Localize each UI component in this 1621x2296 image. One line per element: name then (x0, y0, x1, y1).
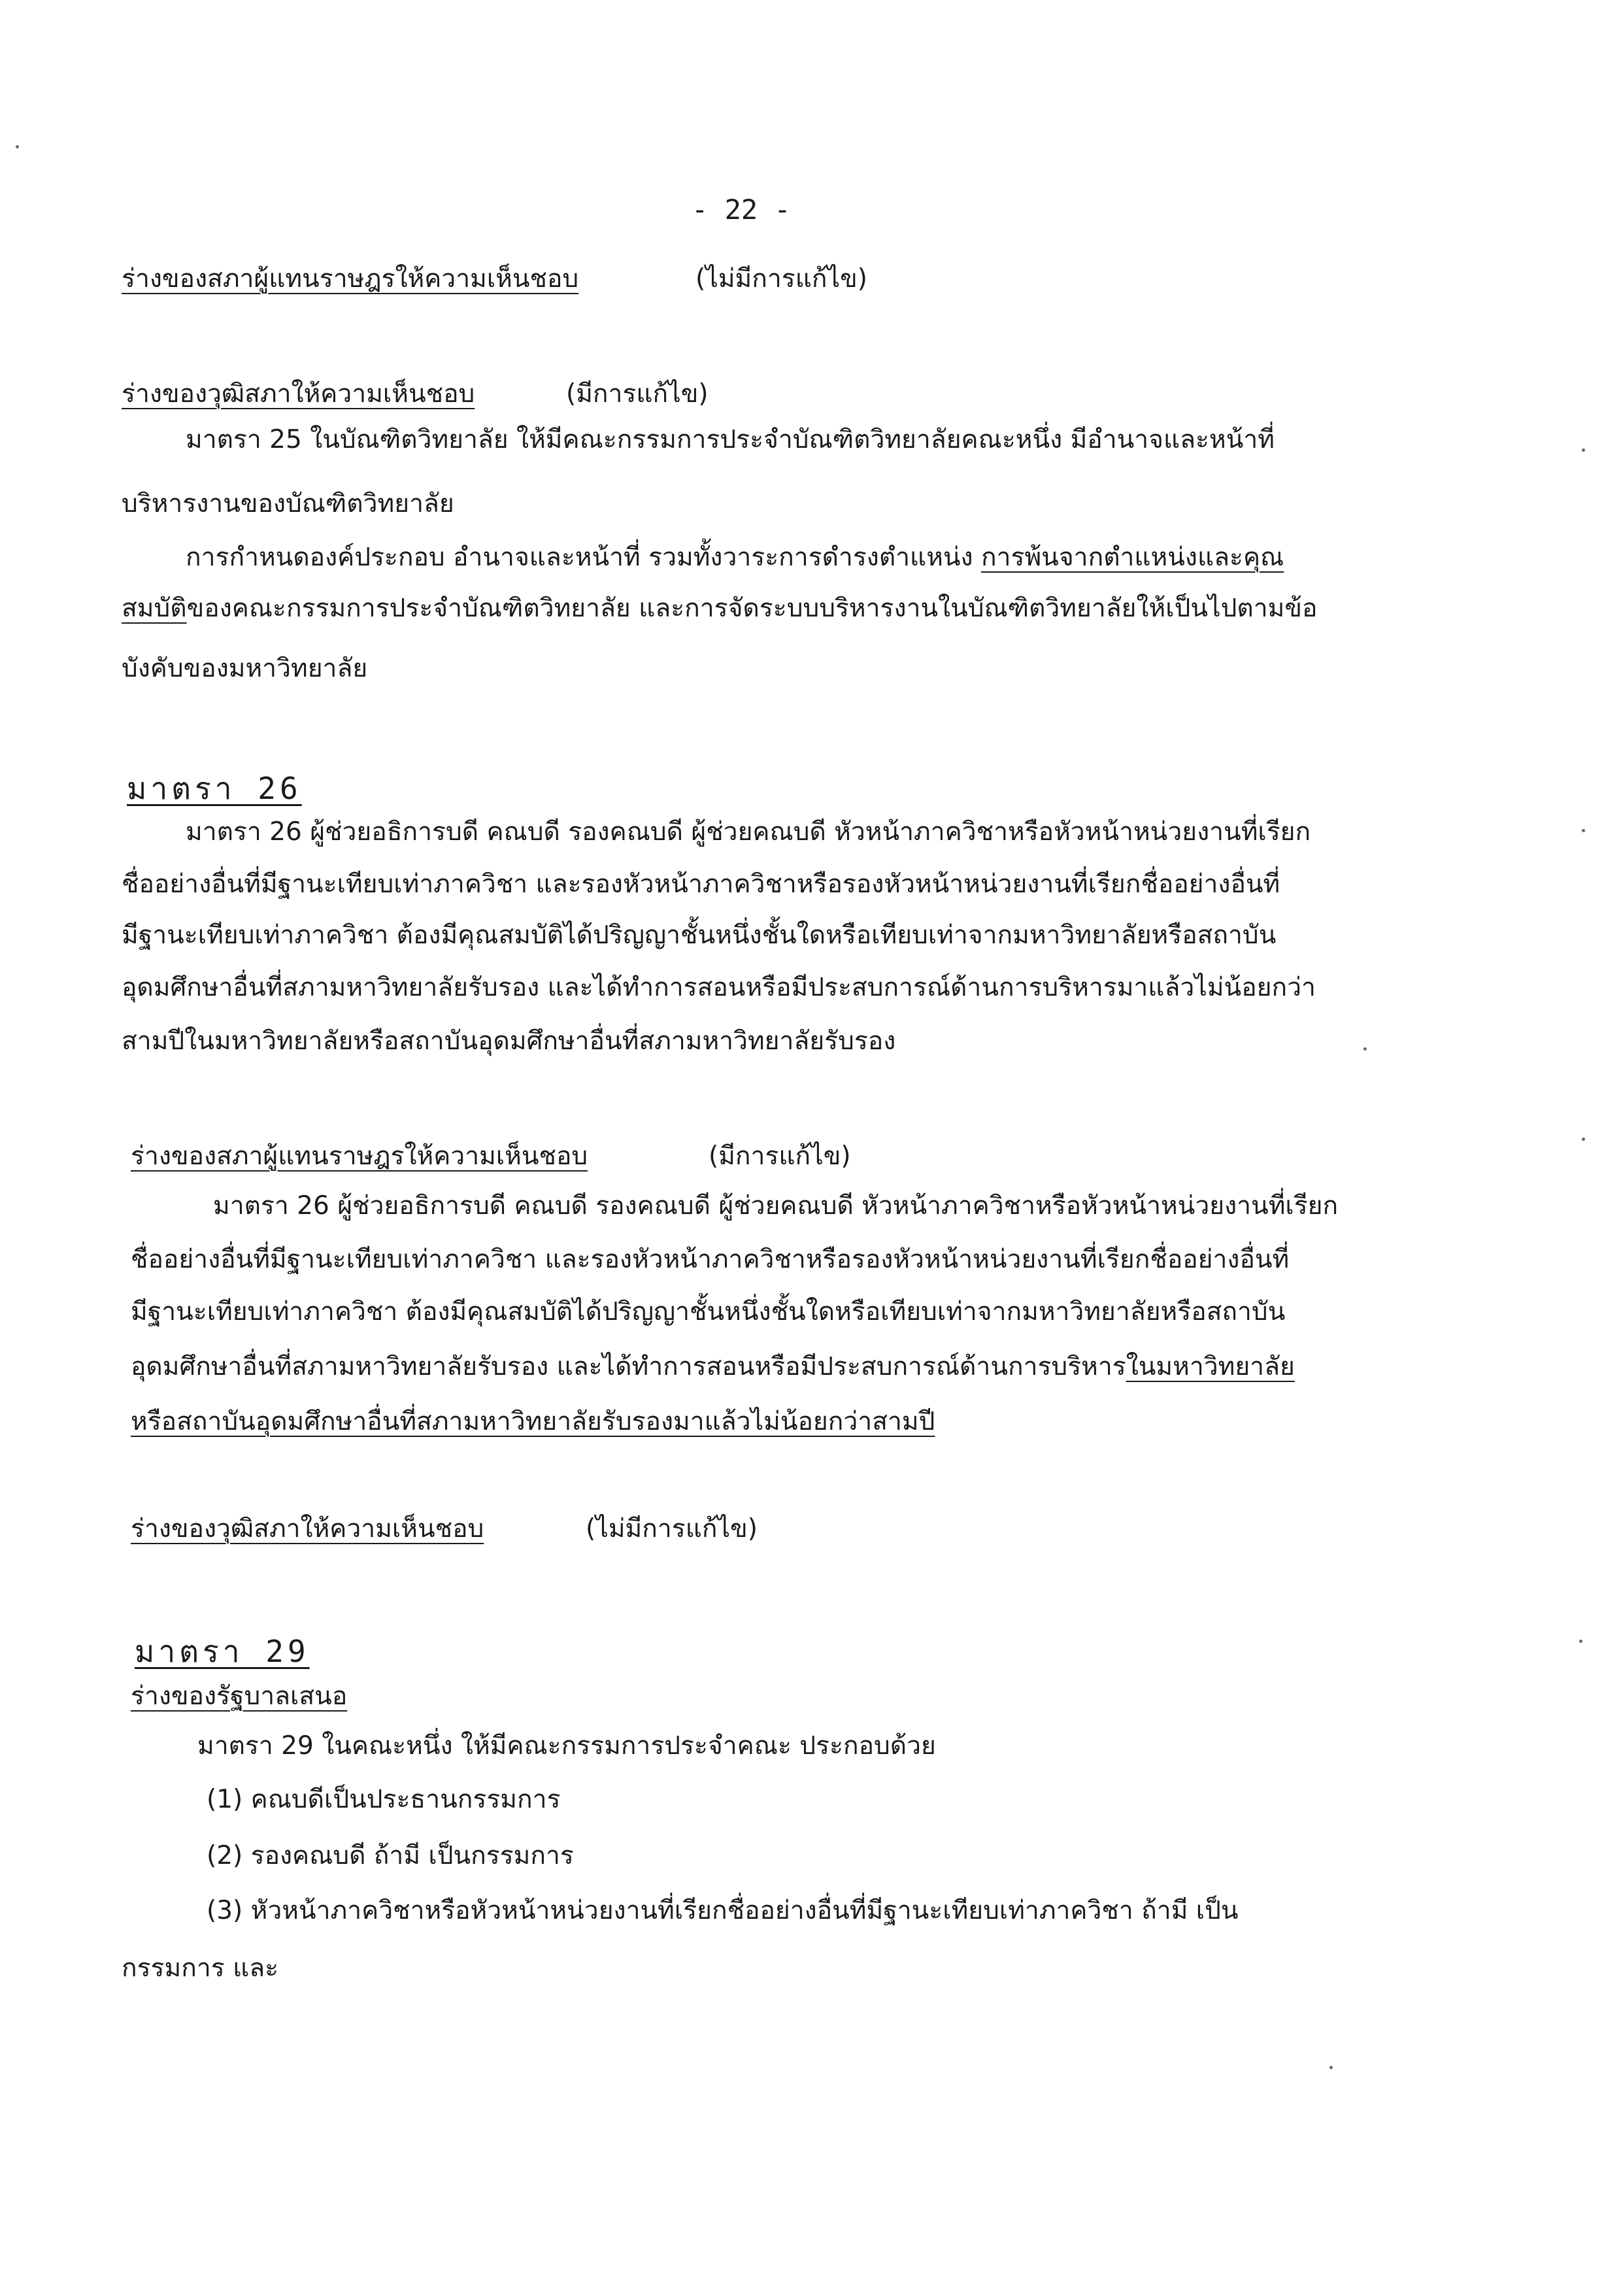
scan-speck (1329, 2066, 1333, 2069)
section25-para2-line1 (186, 543, 1284, 573)
house26-line1: มาตรา 26 ผู้ช่วยอธิการบดี คณบดี รองคณบดี ผู้ช่วยคณบดี หัวหน้าภาควิชาหรือหัวหน้าหน่วยงานที่เรียก (213, 1191, 1339, 1221)
section29-item2: (2) รองคณบดี ถ้ามี เป็นกรรมการ (207, 1841, 574, 1870)
section29-heading: มาตรา 29 (135, 1634, 310, 1669)
section26-line1: มาตรา 26 ผู้ช่วยอธิการบดี คณบดี รองคณบดี ผู้ช่วยคณบดี หัวหน้าภาควิชาหรือหัวหน้าหน่วยงานที่เรียก (186, 817, 1311, 847)
house-draft-heading-2: ร่างของสภาผู้แทนราษฎรให้ความเห็นชอบ (131, 1141, 588, 1171)
senate-draft-heading: ร่างของวุฒิสภาให้ความเห็นชอบ (122, 379, 475, 409)
section25-para2-line1-a: การกำหนดองค์ประกอบ อำนาจและหน้าที่ รวมทั้งวาระการดำรงตำแหน่ง (186, 543, 981, 572)
senate-draft-note: (มีการแก้ไข) (566, 379, 709, 409)
house26-line4 (131, 1352, 1295, 1383)
section29-item3: (3) หัวหน้าภาควิชาหรือหัวหน้าหน่วยงานที่เรียกชื่ออย่างอื่นที่มีฐานะเทียบเท่าภาควิชา ถ้ามี เป็น (207, 1896, 1239, 1925)
house26-line5: หรือสถาบันอุดมศึกษาอื่นที่สภามหาวิทยาลัยรับรองมาแล้วไม่น้อยกว่าสามปี (131, 1407, 935, 1436)
house-draft-note-2: (มีการแก้ไข) (709, 1141, 851, 1171)
house26-line4-b: ในมหาวิทยาลัย (1126, 1352, 1295, 1381)
scan-speck (1582, 829, 1585, 832)
government-draft-heading: ร่างของรัฐบาลเสนอ (131, 1681, 348, 1711)
senate-draft-note-2: (ไม่มีการแก้ไข) (586, 1514, 758, 1544)
house-draft-heading: ร่างของสภาผู้แทนราษฎรให้ความเห็นชอบ (122, 264, 579, 294)
section25-para2-line2-a: สมบัติ (122, 594, 187, 623)
section29-item3-continued: กรรมการ และ (122, 1953, 279, 1983)
section26-heading: มาตรา 26 (127, 771, 302, 806)
section25-para2-line3: บังคับของมหาวิทยาลัย (122, 654, 368, 683)
section26-line2: ชื่ออย่างอื่นที่มีฐานะเทียบเท่าภาควิชา และรองหัวหน้าภาควิชาหรือรองหัวหน้าหน่วยงานที่เรียกชื่ออย่างอื่นที่ (122, 869, 1280, 899)
section25-line2: บริหารงานของบัณฑิตวิทยาลัย (122, 489, 454, 518)
section25-para2-line2-b: ของคณะกรรมการประจำบัณฑิตวิทยาลัย และการจัดระบบบริหารงานในบัณฑิตวิทยาลัยให้เป็นไปตามข้อ (186, 594, 1318, 623)
section26-line5: สามปีในมหาวิทยาลัยหรือสถาบันอุดมศึกษาอื่นที่สภามหาวิทยาลัยรับรอง (122, 1026, 896, 1056)
section26-line3: มีฐานะเทียบเท่าภาควิชา ต้องมีคุณสมบัติได้ปริญญาชั้นหนึ่งชั้นใดหรือเทียบเท่าจากมหาวิทยาลัยหรือสถาบัน (122, 920, 1277, 950)
scan-speck (1582, 1138, 1585, 1141)
house26-line2: ชื่ออย่างอื่นที่มีฐานะเทียบเท่าภาควิชา และรองหัวหน้าภาควิชาหรือรองหัวหน้าหน่วยงานที่เรียกชื่ออย่างอื่นที่ (131, 1245, 1290, 1274)
section26-line4: อุดมศึกษาอื่นที่สภามหาวิทยาลัยรับรอง และได้ทำการสอนหรือมีประสบการณ์ด้านการบริหารมาแล้วไม่น้อยกว่า (122, 973, 1316, 1002)
section29-line1: มาตรา 29 ในคณะหนึ่ง ให้มีคณะกรรมการประจำคณะ ประกอบด้วย (197, 1731, 936, 1761)
scan-speck (16, 145, 19, 148)
house-draft-note: (ไม่มีการแก้ไข) (695, 264, 867, 294)
section25-line1: มาตรา 25 ในบัณฑิตวิทยาลัย ให้มีคณะกรรมการประจำบัณฑิตวิทยาลัยคณะหนึ่ง มีอำนาจและหน้าที่ (186, 425, 1275, 454)
scan-speck (1363, 1047, 1367, 1051)
house26-line4-a: อุดมศึกษาอื่นที่สภามหาวิทยาลัยรับรอง และได้ทำการสอนหรือมีประสบการณ์ด้านการบริหาร (131, 1352, 1126, 1381)
section29-item1: (1) คณบดีเป็นประธานกรรมการ (207, 1785, 561, 1814)
house26-line3: มีฐานะเทียบเท่าภาควิชา ต้องมีคุณสมบัติได้ปริญญาชั้นหนึ่งชั้นใดหรือเทียบเท่าจากมหาวิทยาลัยหรือสถาบัน (131, 1297, 1286, 1326)
page-number: - 22 - (692, 194, 791, 226)
section25-para2-line2 (122, 594, 1317, 624)
scan-speck (1579, 1640, 1582, 1643)
scan-speck (1582, 448, 1585, 452)
senate-draft-heading-2: ร่างของวุฒิสภาให้ความเห็นชอบ (131, 1514, 484, 1544)
section25-para2-line1-b: การพ้นจากตำแหน่งและคุณ (981, 543, 1284, 572)
